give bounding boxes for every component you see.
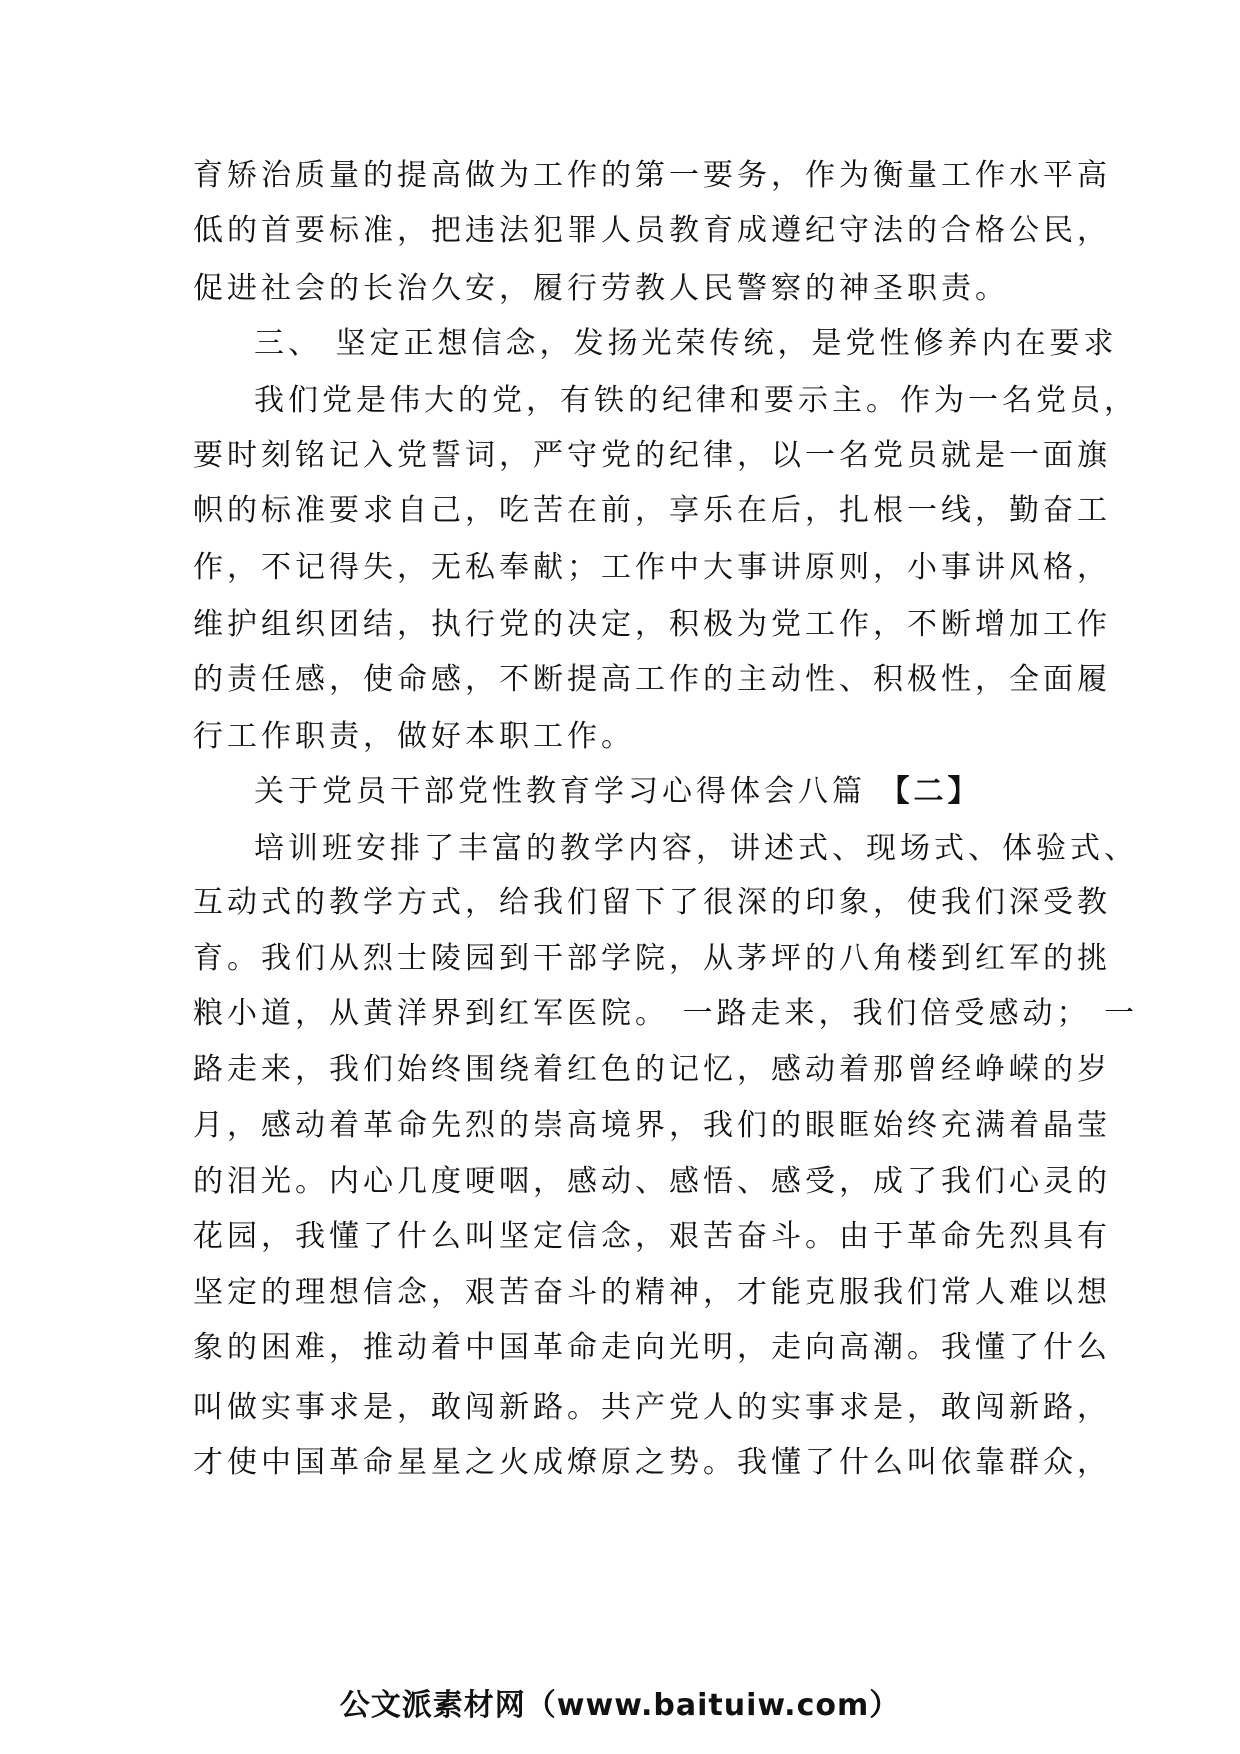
- footer-watermark: 公文派素材网（www.baituiw.com）: [339, 1688, 901, 1723]
- text-line: 维护组织团结，执行党的决定，积极为党工作，不断增加工作: [193, 607, 1111, 642]
- text-line: 叫做实事求是，敢闯新路。共产党人的实事求是，敢闯新路，: [193, 1390, 1111, 1425]
- text-line: 培训班安排了丰富的教学内容，讲述式、现场式、体验式、: [254, 831, 1138, 866]
- text-line: 路走来，我们始终围绕着红色的记忆，感动着那曾经峥嵘的岁: [193, 1052, 1111, 1087]
- text-line: 育。我们从烈士陵园到干部学院，从茅坪的八角楼到红军的挑: [193, 941, 1111, 976]
- text-line: 象的困难，推动着中国革命走向光明，走向高潮。我懂了什么: [193, 1330, 1111, 1365]
- text-line: 的责任感，使命感，不断提高工作的主动性、积极性，全面履: [193, 662, 1111, 697]
- text-line: 我们党是伟大的党，有铁的纪律和要示主。作为一名党员，: [254, 383, 1138, 418]
- text-line: 坚定的理想信念，艰苦奋斗的精神，才能克服我们常人难以想: [193, 1275, 1111, 1310]
- text-line: 行工作职责，做好本职工作。: [193, 719, 635, 754]
- section-heading: 三、 坚定正想信念，发扬光荣传统，是党性修养内在要求: [254, 326, 1118, 361]
- text-line: 粮小道，从黄洋界到红军医院。 一路走来，我们倍受感动； 一: [193, 996, 1139, 1031]
- text-line: 要时刻铭记入党誓词，严守党的纪律，以一名党员就是一面旗: [193, 438, 1111, 473]
- text-line: 帜的标准要求自己，吃苦在前，享乐在后，扎根一线，勤奋工: [193, 493, 1111, 528]
- text-line: 才使中国革命星星之火成燎原之势。我懂了什么叫依靠群众，: [193, 1445, 1111, 1480]
- text-line: 互动式的教学方式，给我们留下了很深的印象，使我们深受教: [193, 885, 1111, 920]
- text-line: 低的首要标准，把违法犯罪人员教育成遵纪守法的合格公民，: [193, 213, 1111, 248]
- text-line: 作，不记得失，无私奉献；工作中大事讲原则，小事讲风格，: [193, 550, 1111, 585]
- text-line: 促进社会的长治久安，履行劳教人民警察的神圣职责。: [193, 271, 1009, 306]
- text-line: 育矫治质量的提高做为工作的第一要务，作为衡量工作水平高: [193, 158, 1111, 193]
- article-heading-title: 关于党员干部党性教育学习心得体会八篇: [254, 774, 880, 809]
- text-line: 花园，我懂了什么叫坚定信念，艰苦奋斗。由于革命先烈具有: [193, 1219, 1111, 1254]
- text-line: 的泪光。内心几度哽咽，感动、感悟、感受，成了我们心灵的: [193, 1164, 1111, 1199]
- article-heading-number: 【二】: [879, 774, 982, 809]
- text-line: 月，感动着革命先烈的崇高境界，我们的眼眶始终充满着晶莹: [193, 1108, 1111, 1143]
- article-heading: [254, 773, 982, 811]
